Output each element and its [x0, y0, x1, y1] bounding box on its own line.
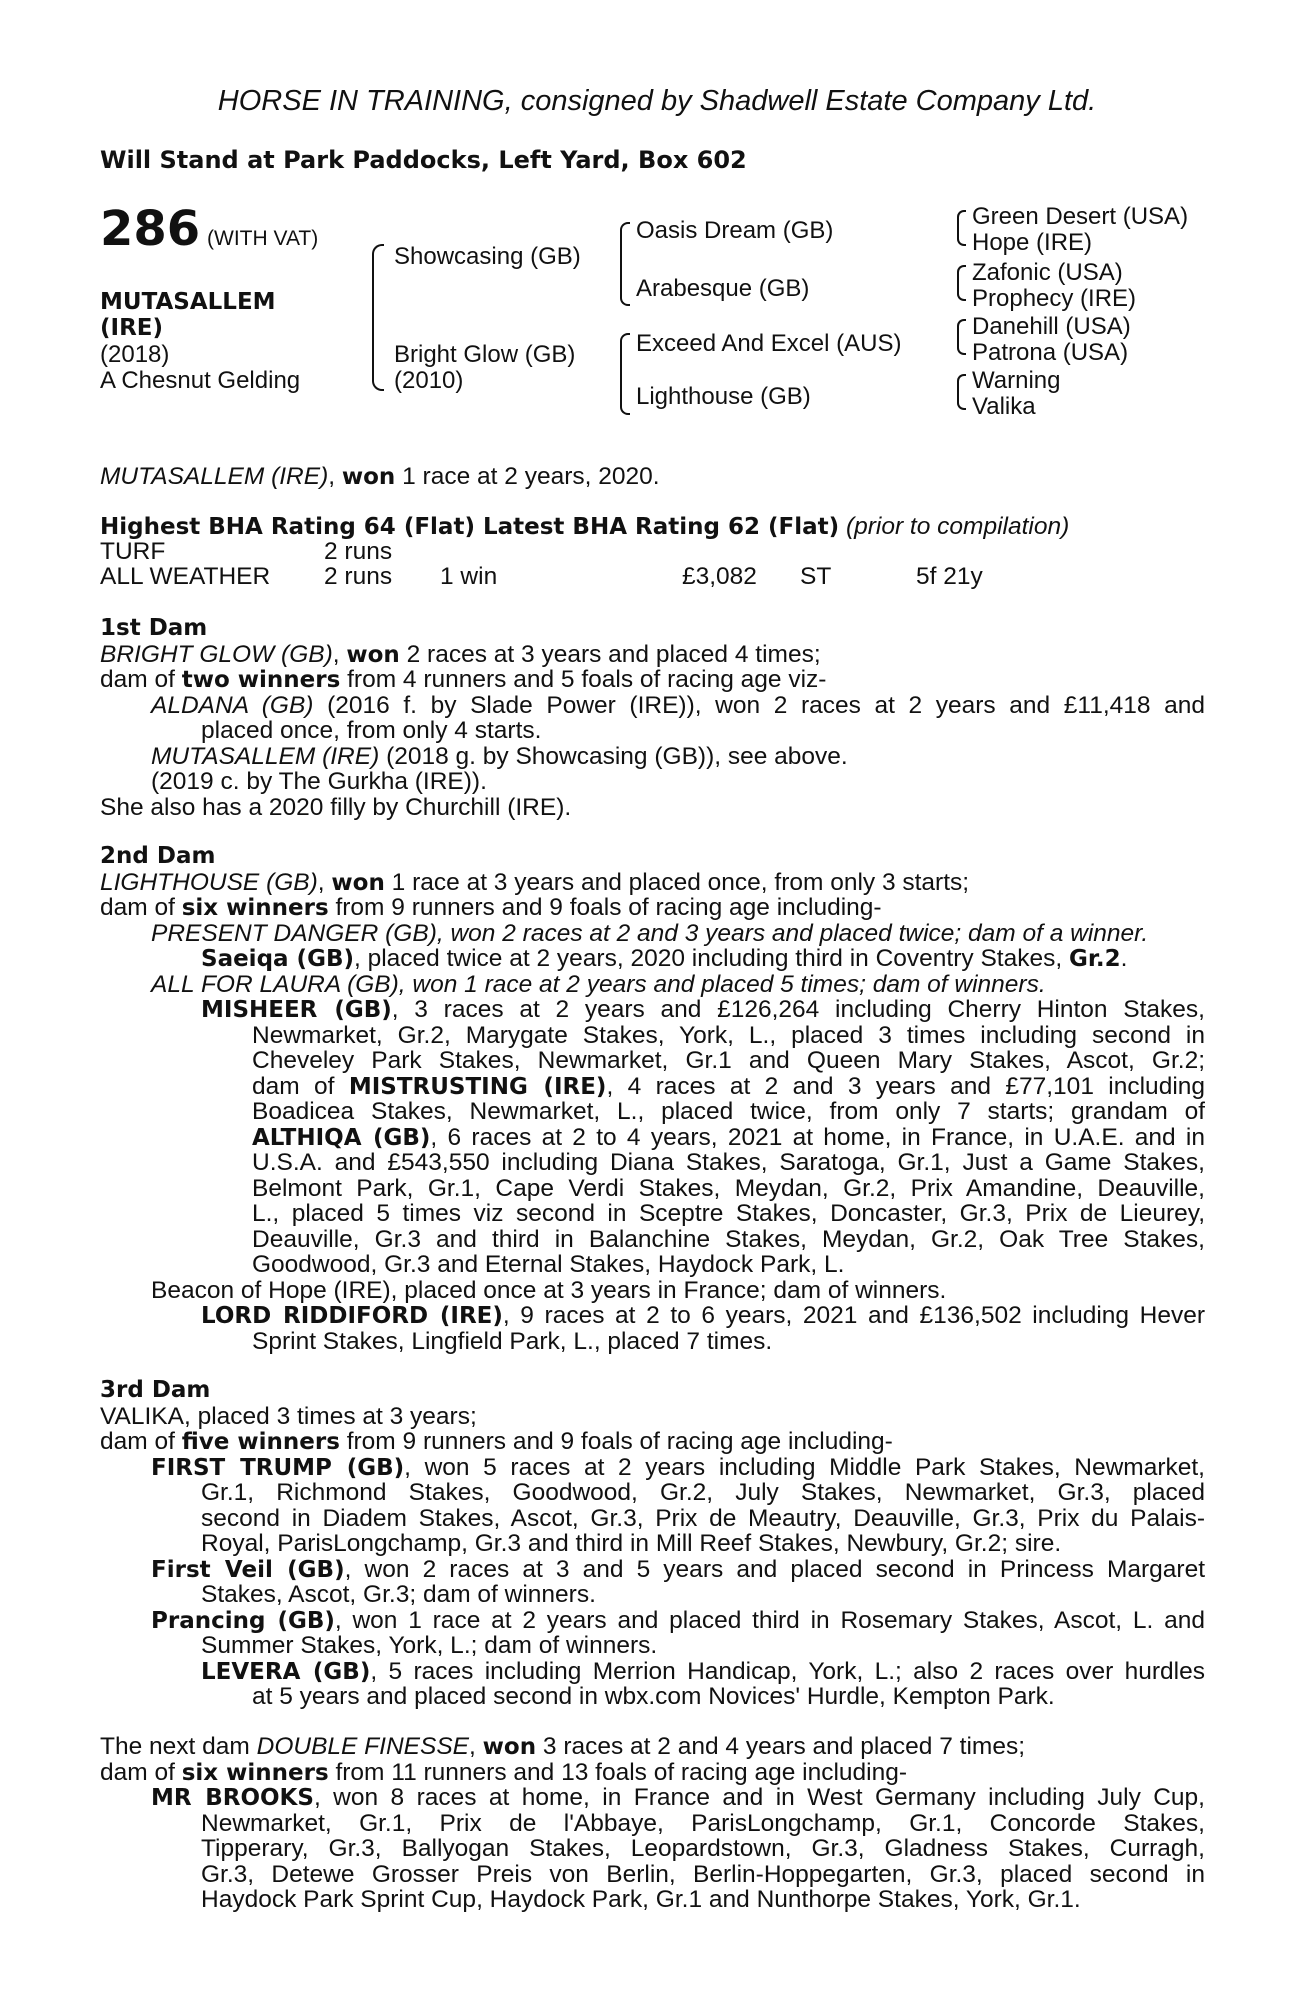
section-heading: 3rd Dam	[100, 1377, 211, 1403]
pedigree-dam-dam: Lighthouse (GB)	[636, 383, 811, 410]
pedigree-dam-sire: Exceed And Excel (AUS)	[636, 330, 902, 357]
pedigree-g2: Hope (IRE)	[972, 229, 1093, 256]
second-dam-section: 2nd Dam LIGHTHOUSE (GB), won 1 race at 3 years and placed once, from only 3 starts; dam of six winners from 9 runners and 9 foals of racing age including- PRESENT DANGER (GB), won 2 races at 2 and 3 years and placed twice; dam of a winner. Saeiqa (GB), placed twice at 2 years, 2020 including third in Coventry Stakes, Gr.2. ALL FOR LAURA (GB), won 1 race at 2 years and placed 5 times; dam of winners. MISHEER (GB), 3 races at 2 years and £126,264 including Cherry Hinton Stakes, Newmarket, Gr.2, Marygate Stakes, York, L., placed 3 times including second in Cheveley Park Stakes, Newmarket, Gr.1 and Queen Mary Stakes, Ascot, Gr.2; dam of MISTRUSTING (IRE), 4 races at 2 and 3 years and £77,101 including Boadicea Stakes, Newmarket, L., placed twice, from only 7 starts; grandam of ALTHIQA (GB), 6 races at 2 to 4 years, 2021 at home, in France, in U.A.E. and in U.S.A. and £543,550 including Diana Stakes, Saratoga, Gr.1, Just a Game Stakes, Belmont Park, Gr.1, Cape Verdi Stakes, Meydan, Gr.2, Prix Amandine, Deauville, L., placed 5 times viz second in Sceptre Stakes, Doncaster, Gr.3, Prix de Lieurey, Deauville, Gr.3 and third in Balanchine Stakes, Meydan, Gr.2, Oak Tree Stakes, Goodwood, Gr.3 and Eternal Stakes, Haydock Park, L. Beacon of Hope (IRE), placed once at 3 years in France; dam of winners. LORD RIDDIFORD (IRE), 9 races at 2 to 6 years, 2021 and £136,502 including Hever Sprint Stakes, Lingfield Park, L., placed 7 times.	[100, 843, 1205, 1355]
record-turf-label: TURF	[100, 538, 166, 565]
record-aw-wins: 1 win	[440, 563, 498, 590]
third-dam-section: 3rd Dam VALIKA, placed 3 times at 3 years; dam of five winners from 9 runners and 9 foals of racing age including- FIRST TRUMP (GB), won 5 races at 2 years including Middle Park Stakes, Newmarket, Gr.1, Richmond Stakes, Goodwood, Gr.2, July Stakes, Newmarket, Gr.3, placed second in Diadem Stakes, Ascot, Gr.3, Prix de Meautry, Deauville, Gr.3, Prix du Palais- Royal, ParisLongchamp, Gr.3 and third in Mill Reef Stakes, Newbury, Gr.2; sire. First Veil (GB), won 2 races at 3 and 5 years and placed second in Princess Margaret Stakes, Ascot, Gr.3; dam of winners. Prancing (GB), won 1 race at 2 years and placed third in Rosemary Stakes, Ascot, L. and Summer Stakes, York, L.; dam of winners. LEVERA (GB), 5 races including Merrion Handicap, York, L.; also 2 races over hurdles at 5 years and placed second in wbx.com Novices' Hurdle, Kempton Park.	[100, 1377, 1205, 1710]
bha-rating: Highest BHA Rating 64 (Flat) Latest BHA Rating 62 (Flat) (prior to compilation)	[100, 513, 1070, 540]
section-heading: 1st Dam	[100, 615, 208, 641]
pedigree-brace-g56	[957, 319, 966, 355]
race-summary: MUTASALLEM (IRE), won 1 race at 2 years, 2020.	[100, 463, 660, 490]
pedigree-sire-sire: Oasis Dream (GB)	[636, 217, 834, 244]
pedigree-sire-dam: Arabesque (GB)	[636, 275, 810, 302]
pedigree-brace-main	[372, 244, 384, 391]
pedigree-brace-dam	[620, 333, 630, 415]
pedigree-brace-g12	[957, 210, 966, 246]
vat-label: (WITH VAT)	[207, 227, 319, 250]
record-turf-runs: 2 runs	[324, 538, 393, 565]
pedigree-g5: Danehill (USA)	[972, 313, 1131, 340]
first-dam-section: 1st Dam BRIGHT GLOW (GB), won 2 races at 3 years and placed 4 times; dam of two winners from 4 runners and 5 foals of racing age viz- ALDANA (GB) (2016 f. by Slade Power (IRE)), won 2 races at 2 years and £11,418 and placed once, from only 4 starts. MUTASALLEM (IRE) (2018 g. by Showcasing (GB)), see above. (2019 c. by The Gurkha (IRE)). She also has a 2020 filly by Churchill (IRE).	[100, 615, 1205, 821]
pedigree-g1: Green Desert (USA)	[972, 203, 1189, 230]
record-aw-runs: 2 runs	[324, 563, 393, 590]
pedigree-g8: Valika	[972, 393, 1036, 420]
stand-location: Will Stand at Park Paddocks, Left Yard, Box 602	[100, 146, 747, 174]
record-aw-track: ST	[800, 563, 832, 590]
record-aw-label: ALL WEATHER	[100, 563, 271, 590]
lot-number: 286	[100, 201, 201, 257]
horse-name-country: (IRE)	[100, 315, 164, 341]
pedigree-g7: Warning	[972, 367, 1061, 394]
horse-name: MUTASALLEM	[100, 289, 276, 315]
pedigree-brace-g34	[957, 265, 966, 301]
pedigree-dam: Bright Glow (GB)	[394, 341, 576, 368]
lot-number-row	[100, 201, 319, 257]
record-aw-distance: 5f 21y	[916, 563, 983, 590]
pedigree-brace-sire	[620, 222, 630, 306]
pedigree-dam-year: (2010)	[394, 367, 464, 394]
horse-year: (2018)	[100, 341, 170, 368]
pedigree-g3: Zafonic (USA)	[972, 259, 1123, 286]
record-aw-prize: £3,082	[682, 563, 757, 590]
horse-description: A Chesnut Gelding	[100, 367, 301, 394]
pedigree-sire: Showcasing (GB)	[394, 243, 581, 270]
pedigree-g4: Prophecy (IRE)	[972, 285, 1137, 312]
page-title: HORSE IN TRAINING, consigned by Shadwell Estate Company Ltd.	[217, 85, 1097, 117]
pedigree-brace-g78	[957, 374, 966, 410]
next-dam-section: The next dam DOUBLE FINESSE, won 3 races at 2 and 4 years and placed 7 times; dam of six winners from 11 runners and 13 foals of racing age including- MR BROOKS, won 8 races at home, in France and in West Germany including July Cup, Newmarket, Gr.1, Prix de l'Abbaye, ParisLongchamp, Gr.1, Concorde Stakes, Tipperary, Gr.3, Ballyogan Stakes, Leopardstown, Gr.3, Gladness Stakes, Curragh, Gr.3, Detewe Grosser Preis von Berlin, Berlin-Hoppegarten, Gr.3, placed second in Haydock Park Sprint Cup, Haydock Park, Gr.1 and Nunthorpe Stakes, York, Gr.1.	[100, 1733, 1205, 1913]
pedigree-g6: Patrona (USA)	[972, 339, 1129, 366]
section-heading: 2nd Dam	[100, 843, 216, 869]
